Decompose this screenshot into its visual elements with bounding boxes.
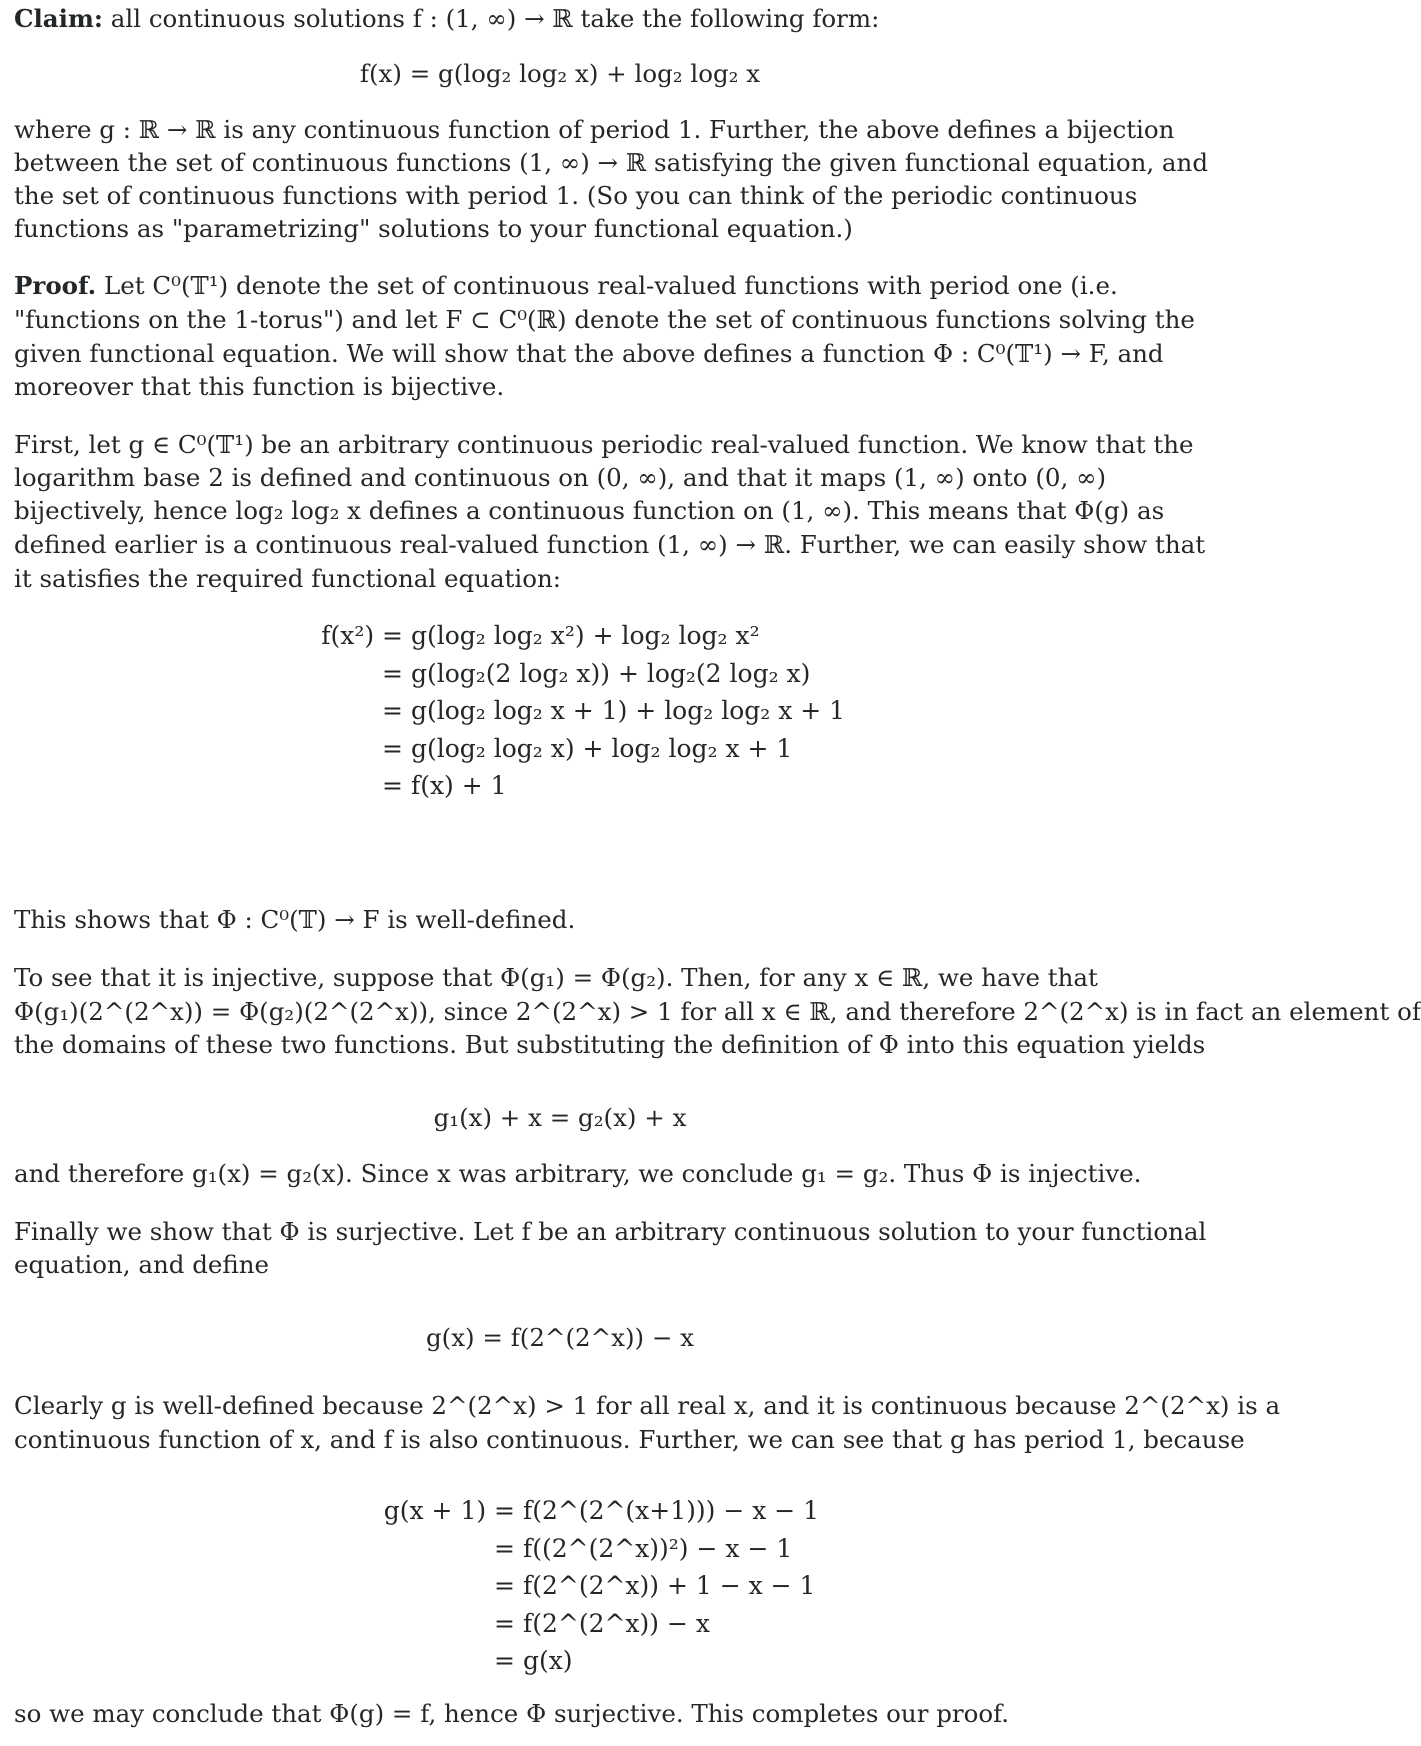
derivation-2-row (378, 1492, 819, 1530)
proof-label: Proof. (14, 271, 97, 300)
derivation-1-rhs: g(log₂(2 log₂ x)) + log₂(2 log₂ x) (410, 658, 811, 688)
derivation-1-rhs: g(log₂ log₂ x) + log₂ log₂ x + 1 (410, 733, 793, 763)
derivation-1-rhs: g(log₂ log₂ x + 1) + log₂ log₂ x + 1 (410, 696, 846, 725)
derivation-2-row (378, 1642, 819, 1680)
claim-text: all continuous solutions f : (1, ∞) → ℝ take the following form: (110, 4, 880, 33)
claim-label: Claim: (14, 4, 103, 33)
first-line-1: First, let g ∈ C⁰(𝕋¹) be an arbitrary continuous periodic real-valued function. We know that the (14, 430, 1194, 459)
derivation-2 (378, 1492, 819, 1680)
derivation-1-rhs: g(log₂ log₂ x²) + log₂ log₂ x² (410, 621, 760, 650)
derivation-1 (295, 617, 845, 805)
derivation-1-lhs: = (382, 771, 403, 800)
derivation-1-lhs: = (382, 733, 403, 763)
after-claim-line-2: between the set of continuous functions (1, ∞) → ℝ satisfying the given functional equation, and (14, 148, 1209, 177)
derivation-2-lhs: = (494, 1608, 515, 1638)
first-line-5: it satisfies the required functional equation: (14, 564, 562, 593)
injective-line-2: Φ(g₁)(2^(2^x)) = Φ(g₂)(2^(2^x)), since 2^(2^x) > 1 for all x ∈ ℝ, and therefore 2^(2^x) is in fact an element of (14, 997, 1421, 1026)
derivation-1-row (295, 655, 845, 693)
derivation-2-row (378, 1567, 819, 1605)
derivation-1-row (295, 767, 845, 805)
clearly-line-1: Clearly g is well-defined because 2^(2^x) > 1 for all real x, and it is continuous because 2^(2^x) is a (14, 1391, 1281, 1420)
first-line-2: logarithm base 2 is defined and continuous on (0, ∞), and that it maps (1, ∞) onto (0, ∞) (14, 463, 1107, 492)
after-claim-line-3: the set of continuous functions with period 1. (So you can think of the periodic continuous (14, 181, 1138, 210)
derivation-1-lhs: = (382, 658, 403, 688)
proof-line-1 (14, 269, 1118, 303)
final-line: so we may conclude that Φ(g) = f, hence Φ surjective. This completes our proof. (14, 1699, 1010, 1728)
derivation-2-lhs: = (494, 1533, 515, 1563)
well-defined-line: This shows that Φ : C⁰(𝕋) → F is well-defined. (14, 905, 576, 934)
derivation-1-lhs: f(x²) = (321, 621, 403, 650)
claim-line (14, 2, 879, 36)
proof-line-4: moreover that this function is bijective. (14, 372, 505, 401)
injective-conclusion: and therefore g₁(x) = g₂(x). Since x was arbitrary, we conclude g₁ = g₂. Thus Φ is injective. (14, 1159, 1142, 1188)
derivation-2-row (378, 1530, 819, 1568)
proof-text: Let C⁰(𝕋¹) denote the set of continuous real-valued functions with period one (i.e. (104, 271, 1118, 300)
surjective-line-2: equation, and define (14, 1250, 270, 1279)
derivation-2-rhs: g(x) (522, 1646, 573, 1675)
injective-line-1: To see that it is injective, suppose that Φ(g₁) = Φ(g₂). Then, for any x ∈ ℝ, we have that (14, 963, 1098, 992)
derivation-2-lhs: = (494, 1571, 515, 1600)
derivation-2-rhs: f((2^(2^x))²) − x − 1 (522, 1533, 793, 1563)
claim-equation: f(x) = g(log₂ log₂ x) + log₂ log₂ x (359, 59, 761, 88)
derivation-2-lhs: g(x + 1) = (383, 1496, 515, 1525)
derivation-1-rhs: f(x) + 1 (410, 771, 507, 800)
derivation-2-rhs: f(2^(2^(x+1))) − x − 1 (522, 1496, 820, 1525)
derivation-1-row (295, 692, 845, 730)
derivation-1-row (295, 730, 845, 768)
after-claim-line-1: where g : ℝ → ℝ is any continuous function of period 1. Further, the above defines a bijection (14, 115, 1175, 144)
clearly-line-2: continuous function of x, and f is also continuous. Further, we can see that g has period 1, because (14, 1425, 1245, 1454)
surjective-equation: g(x) = f(2^(2^x)) − x (426, 1323, 694, 1352)
derivation-1-lhs: = (382, 696, 403, 725)
surjective-line-1: Finally we show that Φ is surjective. Let f be an arbitrary continuous solution to your functional (14, 1217, 1207, 1246)
derivation-2-row (378, 1605, 819, 1643)
proof-line-3: given functional equation. We will show that the above defines a function Φ : C⁰(𝕋¹) → F, and (14, 339, 1164, 368)
proof-line-2: "functions on the 1-torus") and let F ⊂ C⁰(ℝ) denote the set of continuous functions solving the (14, 305, 1195, 334)
derivation-2-rhs: f(2^(2^x)) + 1 − x − 1 (522, 1571, 816, 1600)
derivation-1-row (295, 617, 845, 655)
after-claim-line-4: functions as "parametrizing" solutions to your functional equation.) (14, 214, 853, 243)
first-line-4: defined earlier is a continuous real-valued function (1, ∞) → ℝ. Further, we can easily show that (14, 530, 1206, 559)
injective-line-3: the domains of these two functions. But substituting the definition of Φ into this equation yields (14, 1030, 1206, 1059)
first-line-3: bijectively, hence log₂ log₂ x defines a continuous function on (1, ∞). This means that Φ(g) as (14, 496, 1165, 525)
derivation-2-lhs: = (494, 1646, 515, 1675)
injective-equation: g₁(x) + x = g₂(x) + x (433, 1103, 687, 1132)
derivation-2-rhs: f(2^(2^x)) − x (522, 1608, 710, 1638)
